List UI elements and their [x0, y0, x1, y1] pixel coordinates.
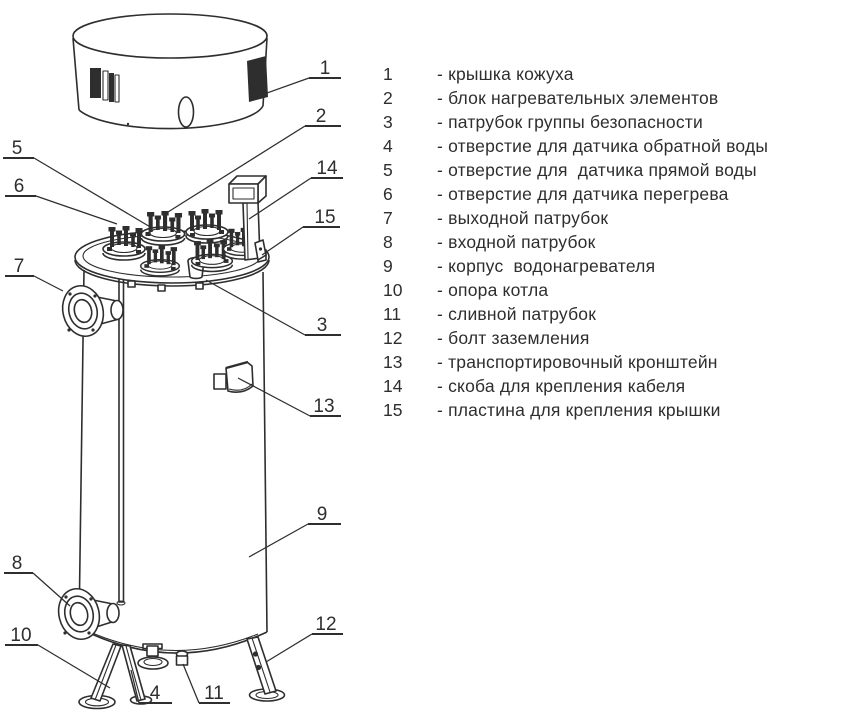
callout-9: 9 — [316, 504, 328, 525]
legend-number: 12 — [383, 327, 403, 348]
legend-row — [383, 231, 853, 255]
leader-line-15 — [262, 227, 303, 255]
legend-row — [383, 350, 853, 374]
legend-row — [383, 302, 853, 326]
callout-15: 15 — [314, 207, 336, 228]
legend-number: 5 — [383, 160, 393, 181]
legend-text: - отверстие для датчика перегрева — [437, 184, 729, 205]
legend-text: - пластина для крепления крышки — [437, 399, 721, 420]
casing-cover — [73, 14, 268, 129]
legend — [383, 63, 853, 422]
leader-line-12 — [266, 634, 312, 662]
ground-bolt — [256, 665, 261, 670]
legend-row — [383, 398, 853, 422]
legend-text: - отверстие для датчика обратной воды — [437, 136, 769, 157]
legend-number: 6 — [383, 184, 393, 205]
legend-number: 3 — [383, 112, 393, 133]
leader-line-11 — [183, 664, 199, 703]
legend-row — [383, 278, 853, 302]
legend-number: 1 — [383, 64, 393, 85]
boiler-legs — [79, 637, 285, 709]
legend-text: - скоба для крепления кабеля — [437, 375, 686, 396]
legend-text: - транспортировочный кронштейн — [437, 351, 718, 372]
legend-row — [383, 374, 853, 398]
legend-number: 14 — [383, 375, 403, 396]
leader-line-9 — [249, 524, 308, 557]
cover-handle-hole — [179, 97, 194, 127]
callout-leaders — [3, 78, 343, 703]
legend-number: 8 — [383, 232, 393, 253]
legend-number: 9 — [383, 255, 393, 276]
leader-line-7 — [34, 276, 63, 291]
ground-bolt — [253, 651, 258, 656]
callout-6: 6 — [13, 176, 25, 197]
legend-text: - выходной патрубок — [437, 208, 609, 229]
callout-10: 10 — [10, 625, 32, 646]
drain-fitting — [177, 651, 188, 665]
legend-text: - блок нагревательных элементов — [437, 88, 719, 109]
callout-1: 1 — [319, 58, 331, 79]
legend-number: 4 — [383, 136, 393, 157]
callout-4: 4 — [149, 683, 161, 704]
callout-7: 7 — [13, 256, 25, 277]
legend-text: - патрубок группы безопасности — [437, 112, 703, 133]
leader-line-8 — [33, 573, 70, 606]
input-flange — [53, 584, 119, 643]
legend-text: - входной патрубок — [437, 232, 596, 253]
legend-text: - корпус водонагревателя — [437, 255, 656, 276]
legend-text: - крышка кожуха — [437, 64, 574, 85]
legend-number: 11 — [383, 303, 402, 324]
callout-2: 2 — [315, 106, 327, 127]
leader-line-3 — [206, 280, 305, 335]
legend-row — [383, 135, 853, 159]
legend-text: - опора котла — [437, 279, 549, 300]
callout-3: 3 — [316, 315, 328, 336]
leader-line-13 — [238, 378, 310, 416]
cable-conduit-tube — [119, 276, 124, 602]
legend-number: 10 — [383, 279, 403, 300]
return-sensor-fitting — [138, 644, 168, 669]
legend-text: - болт заземления — [437, 327, 590, 348]
legend-number: 7 — [383, 208, 393, 229]
output-flange — [57, 281, 123, 340]
transport-bracket — [214, 362, 253, 392]
legend-row — [383, 255, 853, 279]
callout-11: 11 — [204, 683, 224, 704]
vent-slots-left — [90, 68, 119, 102]
leader-line-5 — [34, 158, 152, 228]
tank-body — [79, 270, 267, 653]
legend-row — [383, 111, 853, 135]
legend-row — [383, 159, 853, 183]
callout-5: 5 — [11, 138, 23, 159]
callout-12: 12 — [315, 614, 337, 635]
legend-row — [383, 63, 853, 87]
legend-number: 2 — [383, 88, 393, 109]
leader-line-10 — [38, 645, 110, 688]
legend-number: 13 — [383, 351, 403, 372]
callout-8: 8 — [11, 553, 23, 574]
legend-text: - отверстие для датчика прямой воды — [437, 160, 757, 181]
vent-slot-right — [247, 56, 268, 102]
legend-row — [383, 87, 853, 111]
legend-number: 15 — [383, 399, 403, 420]
legend-row — [383, 326, 853, 350]
callout-13: 13 — [313, 396, 335, 417]
legend-row — [383, 183, 853, 207]
legend-row — [383, 207, 853, 231]
legend-text: - сливной патрубок — [437, 303, 597, 324]
callout-14: 14 — [316, 158, 338, 179]
